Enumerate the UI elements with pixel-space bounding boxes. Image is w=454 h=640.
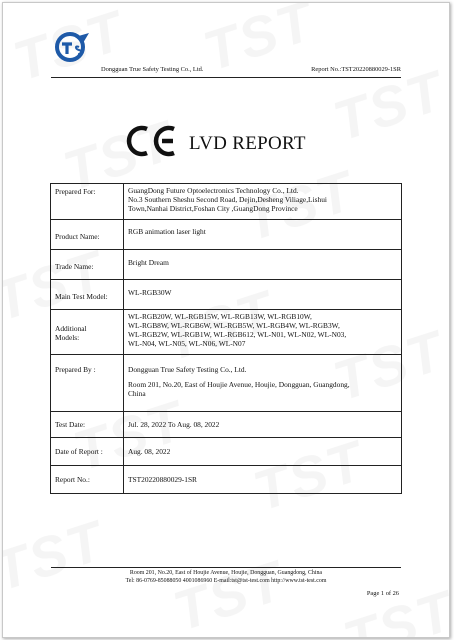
trade-name-label: Trade Name:	[51, 250, 124, 280]
report-page	[2, 2, 450, 638]
page-header	[51, 65, 401, 78]
header-report-no: Report No.:TST20220880029-1SR	[311, 66, 401, 73]
watermark	[2, 507, 112, 603]
report-no-value: TST20220880029-1SR	[124, 466, 402, 494]
model-line: WL-N04, WL-N05, WL-N06, WL-N07	[128, 339, 246, 348]
report-date-label: Date of Report :	[51, 438, 124, 466]
footer-address: Room 201, No.20, East of Houjie Avenue, Houjie, Dongguan, Guangdong, China	[129, 570, 323, 576]
additional-models-label	[51, 310, 124, 355]
additional-label-line: Models:	[55, 333, 80, 342]
prepared-for-value	[124, 184, 402, 220]
watermark	[166, 547, 292, 638]
model-line: WL-RGB8W, WL-RGB6W, WL-RGB5W, WL-RGB4W, WL-RGB3W,	[128, 321, 340, 330]
ce-mark-icon	[126, 123, 182, 159]
footer-divider	[51, 567, 401, 568]
report-info-table	[50, 183, 402, 494]
trade-name-value: Bright Dream	[124, 250, 402, 280]
footer-contact: Tel: 86-0769-85088050 4001086960 E-mail:tst@tst-test.com http://www.tst-test.com	[125, 578, 327, 584]
prepared-by-value	[124, 355, 402, 412]
main-model-value: WL-RGB30W	[124, 280, 402, 310]
prepared-by-name: Dongguan True Safety Testing Co., Ltd.	[128, 365, 247, 374]
report-date-value: Aug. 08, 2022	[124, 438, 402, 466]
additional-label-line: Additional	[55, 324, 87, 333]
report-no-label: Report No.:	[51, 466, 124, 494]
report-title: LVD REPORT	[189, 133, 306, 154]
additional-models-value	[124, 310, 402, 355]
model-line: WL-RGB2W, WL-RGB1W, WL-RGB612, WL-N01, WL-N02, WL-N03,	[128, 330, 347, 339]
product-name-label: Product Name:	[51, 220, 124, 250]
prepared-for-label: Prepared For:	[51, 184, 124, 220]
page-number: Page 1 of 26	[366, 590, 399, 597]
prepared-for-line: No.3 Southern Sheshu Second Road, Dejin,Desheng Viliage,Lishui	[128, 195, 327, 204]
prepared-for-line: GuangDong Future Optoelectronics Technology Co., Ltd.	[128, 186, 299, 195]
watermark	[336, 577, 450, 638]
prepared-by-address: China	[128, 389, 146, 398]
product-name-value: RGB animation laser light	[124, 220, 402, 250]
tst-logo-icon	[53, 31, 93, 65]
header-company: Dongguan True Safety Testing Co., Ltd.	[101, 66, 204, 73]
test-date-label: Test Date:	[51, 412, 124, 438]
test-date-value: Jul. 28, 2022 To Aug. 08, 2022	[124, 412, 402, 438]
prepared-for-line: Town,Nanhai District,Foshan City ,GuangDong Province	[128, 204, 298, 213]
model-line: WL-RGB20W, WL-RGB15W, WL-RGB13W, WL-RGB10W,	[128, 312, 312, 321]
prepared-by-address: Room 201, No.20, East of Houjie Avenue, Houjie, Dongguan, Guangdong,	[128, 380, 350, 389]
prepared-by-label: Prepared By :	[51, 355, 124, 412]
main-model-label: Main Test Model:	[51, 280, 124, 310]
